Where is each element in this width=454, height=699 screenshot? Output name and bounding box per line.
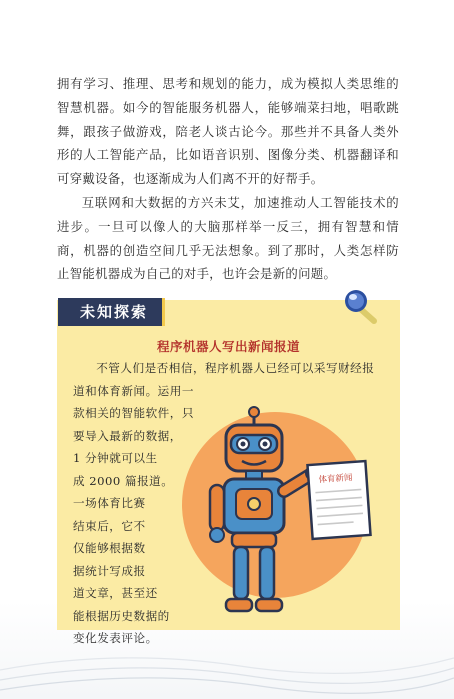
paragraph-1: 拥有学习、推理、思考和规划的能力，成为模拟人类思维的智慧机器。如今的智能服务机器人，能够端菜扫地，唱歌跳舞，跟孩子做游戏，陪老人谈古论今。那些并不具备人类外形的人工智能产品，比如语音识别、图像分类、机器翻译和可穿戴设备，也逐渐成为人们离不开的好帮手。 <box>57 76 399 187</box>
text-line: 要导入最新的数据， <box>73 428 182 443</box>
text-line: 变化发表评论。 <box>73 631 158 645</box>
footer-wave <box>0 640 454 699</box>
sign-label: 体育新闻 <box>318 473 353 486</box>
text-line: 道文章，甚至还 <box>73 586 158 600</box>
sidebar-title: 程序机器人写出新闻报道 <box>156 339 300 354</box>
section-tag: 未知探索 <box>66 298 162 326</box>
text-line: 成 2000 篇报道。 <box>73 473 174 488</box>
newspaper-sign-icon <box>307 461 370 539</box>
text-line: 款相关的智能软件，只 <box>73 406 194 420</box>
text-line: 1 分钟就可以生 <box>73 451 158 465</box>
sidebar-lead: 不管人们是否相信，程序机器人已经可以采写财经报道和体育新闻。运用一 <box>73 361 375 398</box>
paragraph-2: 互联网和大数据的方兴未艾，加速推动人工智能技术的进步。一旦可以像人的大脑那样举一反三，拥有智慧和情商，机器的创造空间几乎无法想象。到了那时，人类怎样防止智能机器成为自己的对手，也许会是新的问题。 <box>57 194 399 282</box>
text-line: 结束后，它不 <box>73 518 146 533</box>
sidebar-text-lines <box>73 402 194 650</box>
robot-illustration <box>206 405 376 623</box>
text-line: 能根据历史数据的 <box>73 608 170 623</box>
pushpin-icon <box>338 285 388 325</box>
body-text <box>57 72 399 286</box>
text-line: 仅能够根据数 <box>73 541 146 555</box>
text-line: 一场体育比赛 <box>73 496 146 510</box>
text-line: 据统计写成报 <box>73 563 146 578</box>
